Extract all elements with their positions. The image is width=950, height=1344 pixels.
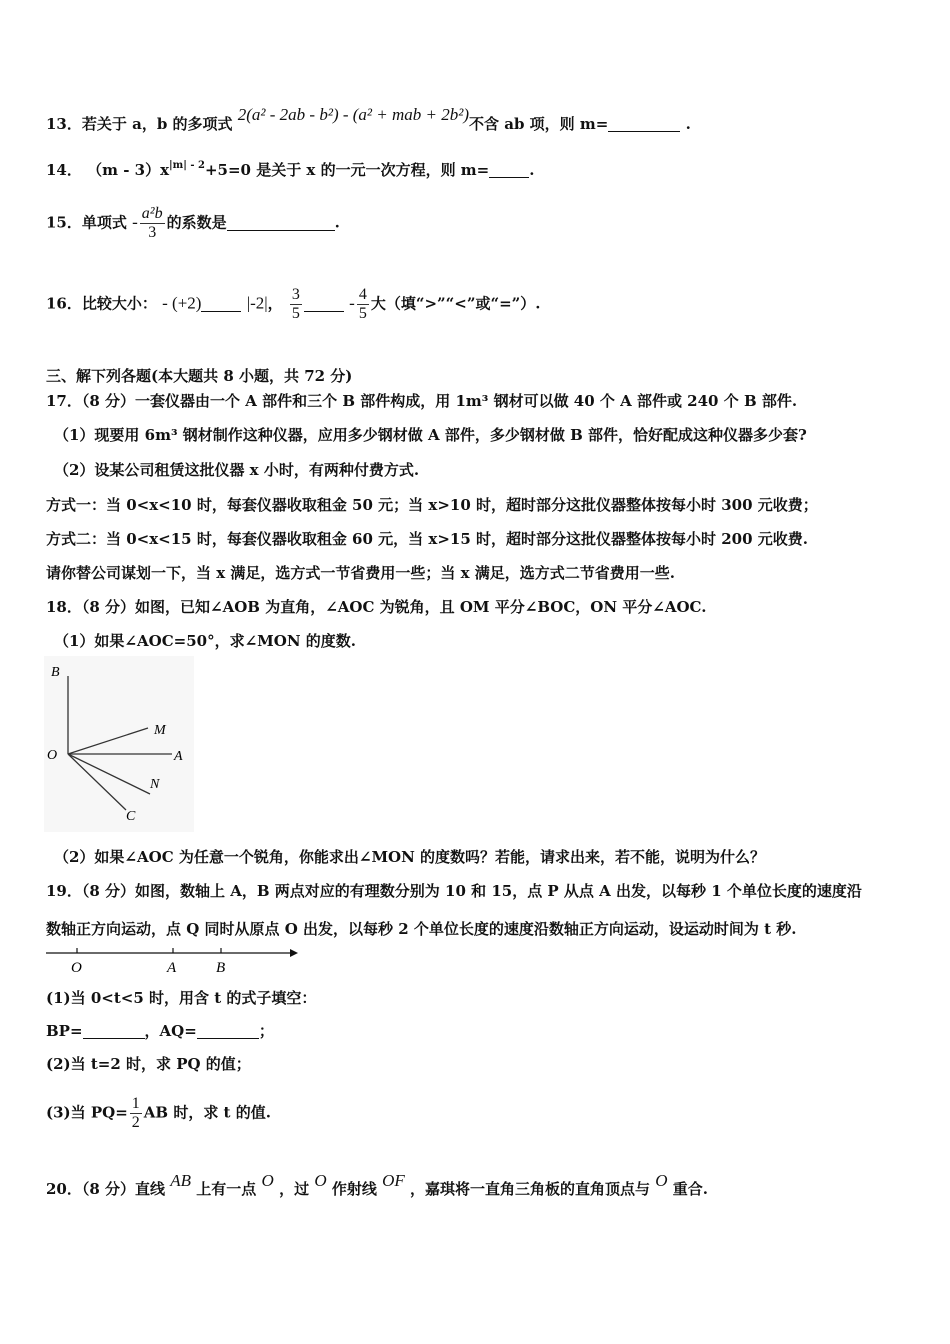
q20-o2: O [314, 1171, 327, 1190]
q14-answer-blank[interactable] [489, 163, 529, 178]
q17-line-6: 请你替公司谋划一下，当 x 满足，选方式一节省费用一些；当 x 满足，选方式二节省费用一些. [46, 564, 676, 582]
q16-fraction-2 [357, 286, 369, 323]
q15-frac-num: a²b [141, 205, 163, 222]
q15-answer-blank[interactable] [227, 216, 335, 231]
q17-line-5: 方式二：当 0<x<15 时，每套仪器收取租金 60 元，当 x>15 时，超时部分这批仪器整体按每小时 200 元收费. [46, 530, 808, 548]
q20-o3: O [655, 1171, 668, 1190]
q20-text-1: 上有一点 [196, 1180, 257, 1198]
q19-part-2: (2)当 t=2 时，求 PQ 的值； [46, 1055, 251, 1073]
q13-text-b: 不含 ab 项，则 m= [469, 115, 609, 133]
q15-text-b: 的系数是 [166, 213, 227, 232]
q19-p1-end: ； [258, 1022, 274, 1040]
label-a: A [174, 749, 183, 764]
label-b: B [51, 665, 60, 680]
q19-part-1-blanks [46, 1020, 274, 1042]
label-m: M [154, 723, 166, 738]
q19-line-1: 19．（8 分）如图，数轴上 A，B 两点对应的有理数分别为 10 和 15，点 P 从点 A 出发，以每秒 1 个单位长度的速度沿 [46, 882, 862, 900]
q19-p3-den: 2 [131, 1114, 140, 1131]
q19-p3-fraction [130, 1095, 142, 1132]
q16-comma: ， [267, 294, 283, 313]
q13-text: 若关于 a，b 的多项式 [81, 115, 233, 133]
q14-exponent: |m| - 2 [169, 160, 205, 171]
q20-text-4: ，嘉琪将一直角三角板的直角顶点与 [409, 1180, 650, 1198]
question-15 [46, 205, 340, 242]
axis-label-a: A [167, 960, 177, 976]
q16-minus: - [349, 293, 355, 313]
q17-line-1: 17．（8 分）一套仪器由一个 A 部件和三个 B 部件构成，用 1m³ 钢材可以做 40 个 A 部件或 240 个 B 部件. [46, 392, 798, 410]
q16-expr-1: - (+2) [162, 293, 202, 313]
q15-frac-den: 3 [148, 224, 157, 241]
q18-line-3: （2）如果∠AOC 为任意一个锐角，你能求出∠MON 的度数吗？若能，请求出来，若不能，说明为什么？ [54, 848, 766, 866]
q16-f1-num: 3 [291, 286, 300, 303]
q16-number: 16． [46, 294, 82, 313]
q14-number: 14． [46, 161, 82, 179]
q17-line-4: 方式一：当 0<x<10 时，每套仪器收取租金 50 元；当 x>10 时，超时部分这批仪器整体按每小时 300 元收费； [46, 496, 818, 514]
number-line [44, 944, 304, 976]
axis-arrow [290, 949, 298, 957]
q14-end: . [529, 161, 535, 179]
q20-text-5: 重合. [672, 1180, 708, 1198]
q15-minus: - [132, 212, 138, 232]
q16-f2-den: 5 [358, 305, 367, 322]
q16-expr-2: |-2| [246, 293, 268, 313]
q15-number: 15． [46, 213, 82, 232]
question-20 [46, 1171, 708, 1200]
q17-line-2: （1）现要用 6m³ 钢材制作这种仪器，应用多少钢材做 A 部件，多少钢材做 B 部件，恰好配成这种仪器多少套? [54, 426, 807, 444]
q20-of: OF [382, 1171, 405, 1190]
q15-text: 单项式 [81, 213, 127, 232]
q18-line-2: （1）如果∠AOC=50°，求∠MON 的度数. [54, 632, 356, 650]
q13-number: 13． [46, 115, 82, 133]
q14-text: （m - 3）x [87, 161, 170, 179]
q19-aq-label: ，AQ= [144, 1022, 197, 1040]
q16-f1-den: 5 [291, 305, 300, 322]
q19-line-2: 数轴正方向运动，点 Q 同时从原点 O 出发，以每秒 2 个单位长度的速度沿数轴正方向运动，设运动时间为 t 秒. [46, 920, 797, 938]
q19-part-1: (1)当 0<t<5 时，用含 t 的式子填空： [46, 989, 317, 1007]
question-14 [46, 159, 535, 181]
label-o: O [47, 748, 58, 763]
q19-aq-blank[interactable] [197, 1024, 259, 1039]
q19-p3-text-b: AB 时，求 t 的值. [143, 1103, 271, 1122]
q20-ab: AB [170, 1171, 192, 1190]
angle-figure [44, 656, 194, 832]
q16-blank-2[interactable] [304, 297, 344, 312]
q18-line-1: 18．（8 分）如图，已知∠AOB 为直角，∠AOC 为锐角，且 OM 平分∠BOC，ON 平分∠AOC. [46, 598, 707, 616]
axis-label-b: B [216, 960, 226, 976]
q13-end: . [685, 115, 691, 133]
q14-text-b: +5=0 是关于 x 的一元一次方程，则 m= [204, 161, 490, 179]
q16-fraction-1 [290, 286, 302, 323]
q15-fraction [140, 205, 165, 242]
q20-text-2: ，过 [279, 1180, 310, 1198]
q15-end: . [334, 213, 340, 232]
figure-background [44, 656, 194, 832]
q19-p3-text: (3)当 PQ= [46, 1103, 128, 1122]
label-c: C [126, 809, 136, 824]
question-13 [46, 105, 691, 135]
q20-text: 20．（8 分）直线 [46, 1180, 166, 1198]
q17-line-3: （2）设某公司租赁这批仪器 x 小时，有两种付费方式. [54, 461, 420, 479]
q19-p3-num: 1 [131, 1095, 140, 1112]
question-16 [46, 286, 541, 323]
q16-f2-num: 4 [358, 286, 367, 303]
q19-part-3 [46, 1095, 271, 1132]
q20-text-3: 作射线 [331, 1180, 377, 1198]
q16-blank-1[interactable] [201, 297, 241, 312]
q19-bp-blank[interactable] [83, 1024, 145, 1039]
section-3-title: 三、解下列各题(本大题共 8 小题，共 72 分) [46, 367, 353, 385]
q20-o1: O [261, 1171, 274, 1190]
q16-text-b: 大（填“>”“<”或“=”）. [370, 294, 541, 313]
q13-answer-blank[interactable] [608, 117, 680, 132]
q16-text: 比较大小： [81, 294, 157, 313]
q19-bp-label: BP= [46, 1022, 83, 1040]
axis-label-o: O [71, 960, 82, 976]
q13-expression: 2(a² - 2ab - b²) - (a² + mab + 2b²) [237, 105, 470, 124]
label-n: N [150, 777, 160, 792]
